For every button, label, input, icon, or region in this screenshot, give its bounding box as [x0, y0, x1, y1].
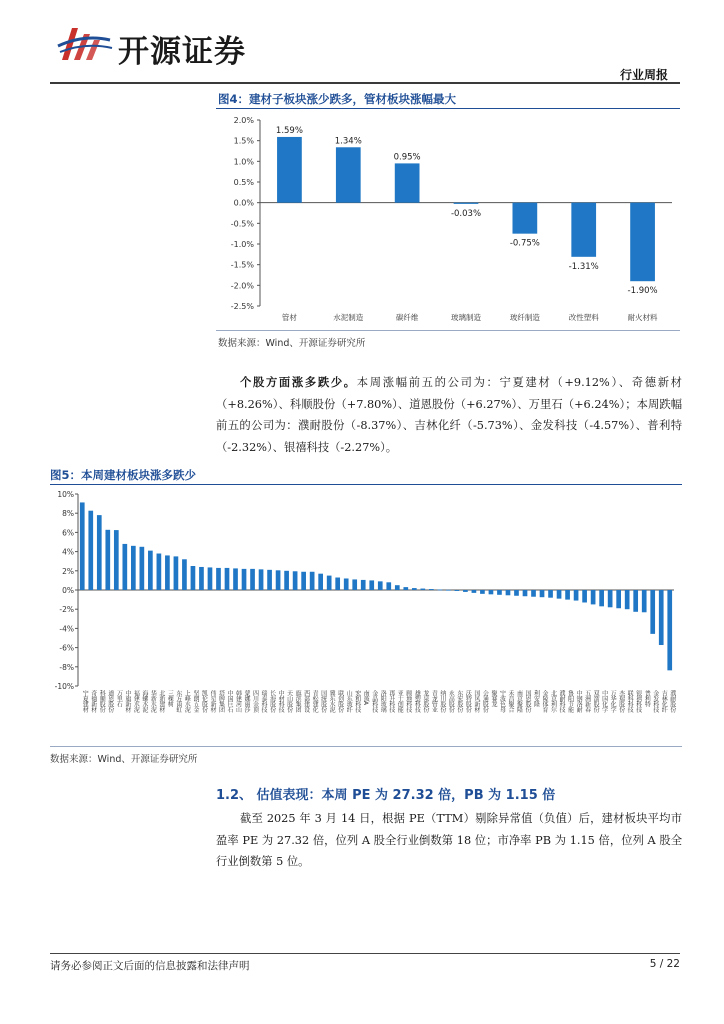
category-label: 再升科技: [387, 690, 395, 712]
category-label: 长海股份: [268, 690, 276, 712]
category-label: 金晶科技: [370, 690, 378, 712]
category-label: 东宏股份: [455, 690, 463, 712]
bar: [446, 590, 451, 591]
category-label: 沃特股份: [464, 690, 472, 712]
category-label: 玻纤制造: [509, 313, 540, 322]
bar: [630, 203, 655, 282]
y-tick-label: 1.5%: [233, 136, 254, 146]
figure4-top-rule: [216, 108, 680, 109]
bar: [412, 588, 417, 590]
category-label: 蒙娜丽莎: [243, 690, 251, 712]
bar: [301, 572, 306, 590]
figure4-chart: [216, 110, 680, 328]
bar: [80, 502, 85, 590]
bar: [571, 203, 596, 257]
report-type: 行业周报: [619, 68, 668, 82]
brand-logo: [56, 20, 276, 68]
bar: [523, 590, 528, 596]
bar: [548, 590, 553, 598]
category-label: 水泥制造: [333, 313, 364, 322]
figure5-bottom-rule: [50, 746, 682, 747]
bar: [361, 580, 366, 590]
bar: [88, 511, 93, 590]
y-tick-label: -0.5%: [230, 219, 254, 229]
category-label: 管材: [281, 313, 297, 322]
category-label: 聚赛龙: [489, 690, 497, 707]
bar: [114, 530, 119, 590]
figure4-bottom-rule: [216, 330, 680, 331]
paragraph-stocks-body: 本周涨幅前五的公司为：宁夏建材（+9.12%）、奇德新材（+8.26%）、科顺股份（+7.80%）、道恩股份（+6.27%）、万里石（+6.24%）；本周跌幅前五的公司为：濮耐股份（-8.37%）、吉林化纤（-5.73%）、金发科技（-4.57%）、普利特（-2.32%）、银禧科技（-2.27%）。: [216, 376, 682, 454]
category-label: 青龙管业: [430, 690, 438, 712]
bar: [480, 590, 485, 594]
bar: [599, 590, 604, 606]
bar: [591, 590, 596, 604]
category-label: 耐火材料: [627, 313, 658, 322]
y-tick-label: -2.0%: [230, 281, 254, 291]
bar: [310, 572, 315, 590]
category-label: 中钢洛耐: [575, 690, 583, 712]
bar: [242, 569, 247, 590]
category-label: 国统股份: [319, 690, 327, 712]
bar: [642, 590, 647, 612]
bar: [531, 590, 536, 597]
y-tick-label: 1.0%: [233, 157, 254, 167]
category-label: 国恩股份: [524, 690, 531, 712]
bar: [625, 590, 630, 609]
category-label: 中旗新材: [123, 690, 131, 712]
data-label: 1.59%: [275, 125, 303, 136]
footer-divider: [50, 953, 680, 954]
bar: [131, 546, 136, 590]
category-label: 万华化学: [609, 690, 617, 712]
bar: [565, 590, 570, 600]
data-label: -1.90%: [627, 286, 658, 297]
footer-disclaimer: 请务必参阅正文后面的信息披露和法律声明: [50, 960, 250, 972]
category-label: 山东玻纤: [345, 690, 353, 712]
bar: [335, 578, 340, 590]
data-label: -0.75%: [509, 238, 540, 249]
category-label: 奇德新材: [89, 690, 97, 712]
bar: [284, 571, 289, 590]
category-label: 韩建河山: [234, 690, 242, 712]
figure5-top-rule: [50, 484, 682, 485]
category-label: 上峰水泥: [183, 690, 191, 712]
bar: [225, 568, 230, 590]
y-tick-label: -8%: [59, 662, 74, 672]
bar: [267, 570, 272, 590]
category-label: 龙泉股份: [421, 690, 429, 712]
category-label: 瑞泰科技: [260, 690, 268, 712]
y-tick-label: -1.5%: [230, 260, 254, 270]
bar: [233, 568, 238, 590]
category-label: 宁波色母: [498, 690, 506, 712]
bar: [277, 137, 302, 203]
bar: [616, 590, 621, 608]
category-label: 宁夏建材: [81, 690, 89, 712]
y-tick-label: 10%: [57, 490, 74, 499]
y-tick-label: -4%: [59, 624, 74, 634]
category-label: 碳纤维: [395, 313, 419, 322]
bar: [403, 587, 408, 590]
bar: [174, 556, 179, 590]
bar: [420, 589, 425, 590]
bar: [497, 590, 502, 595]
category-label: 塔牌集团: [217, 690, 225, 712]
brand-logo-icon: [56, 20, 114, 68]
bar: [438, 590, 443, 591]
category-label: 科顺股份: [98, 690, 106, 712]
category-label: 北新建材: [157, 690, 165, 712]
category-label: 华新水泥: [149, 690, 157, 712]
category-label: 伟星新材: [208, 690, 216, 712]
y-tick-label: 8%: [62, 509, 74, 519]
figure5-source: 数据来源：Wind、开源证券研究所: [50, 754, 198, 765]
bar: [276, 570, 281, 590]
category-label: 西部建设: [302, 690, 310, 712]
category-label: 杰瑞股份: [617, 690, 625, 712]
bar: [208, 567, 213, 590]
data-label: 0.95%: [393, 152, 421, 163]
bar: [378, 581, 383, 590]
bar: [352, 579, 357, 590]
section-heading: 1.2、 估值表现：本周 PE 为 27.32 倍，PB 为 1.15 倍: [216, 788, 556, 803]
category-label: 鲁阳节能: [566, 690, 574, 712]
bar: [148, 551, 153, 590]
category-label: 濮耐科技: [558, 690, 566, 712]
bar: [105, 530, 110, 590]
bar: [489, 590, 494, 594]
data-label: -0.03%: [450, 208, 482, 219]
category-label: 濮耐股份: [668, 690, 676, 712]
bar: [667, 590, 672, 670]
category-label: 北京利尔: [549, 690, 557, 712]
bar: [514, 590, 519, 596]
category-label: 银禧科技: [634, 690, 642, 712]
category-label: 吉林化纤: [660, 690, 668, 712]
category-label: 亚士创能: [396, 690, 404, 712]
bar: [574, 590, 579, 601]
y-tick-label: 0.0%: [233, 198, 254, 208]
figure4-source: 数据来源：Wind、开源证券研究所: [218, 338, 366, 349]
y-tick-label: 4%: [62, 547, 74, 557]
bar: [140, 547, 145, 590]
bar: [608, 590, 613, 607]
category-label: 四川金顶: [251, 690, 259, 712]
y-tick-label: 2%: [62, 566, 74, 576]
data-label: -1.31%: [568, 261, 599, 272]
category-label: 洛阳玻璃: [379, 690, 387, 712]
bar: [506, 590, 511, 595]
header-divider: [50, 82, 680, 84]
category-label: 福建水泥: [132, 690, 140, 712]
paragraph-stocks: [216, 372, 682, 458]
category-label: 双箭股份: [592, 690, 600, 712]
category-label: 中国化学: [600, 690, 608, 712]
category-label: 中国巨石: [226, 690, 233, 712]
bar: [512, 203, 537, 234]
bar: [540, 590, 545, 597]
category-label: 纳川股份: [438, 690, 446, 712]
category-label: 改性塑料: [568, 313, 599, 322]
category-label: 道恩股份: [106, 690, 114, 712]
y-tick-label: -2.5%: [230, 302, 254, 311]
figure5-chart: [50, 486, 682, 744]
y-tick-label: -1.0%: [230, 240, 254, 249]
y-tick-label: -6%: [59, 643, 74, 653]
category-label: 南玻A: [362, 690, 370, 705]
category-label: 雄塑科技: [413, 690, 421, 712]
bar: [327, 576, 332, 590]
bar: [122, 544, 127, 590]
bar: [429, 589, 434, 590]
category-label: 凯伦股份: [200, 690, 208, 712]
figure5-title: 图5：本周建材板块涨多跌少: [50, 468, 197, 482]
bar: [455, 590, 460, 591]
bar: [344, 578, 349, 590]
brand-name: 开源证券: [118, 34, 246, 70]
y-tick-label: 2.0%: [233, 116, 254, 125]
bar: [557, 590, 562, 599]
bar: [336, 147, 361, 202]
bar: [463, 590, 468, 592]
bar: [650, 590, 655, 634]
category-label: 东方雨虹: [174, 690, 182, 712]
figure4-title: 图4：建材子板块涨少跌多，管材板块涨幅最大: [218, 92, 456, 106]
bar: [472, 590, 477, 593]
category-label: 永高股份: [447, 690, 455, 712]
category-label: 万里石: [115, 690, 123, 707]
category-label: 冀东水泥: [328, 690, 336, 712]
category-label: 五洲新春: [583, 690, 591, 712]
bar: [659, 590, 664, 645]
category-label: 青松建化: [311, 690, 319, 712]
bar: [259, 569, 264, 590]
category-label: 顾地科技: [404, 690, 412, 712]
category-label: 南京聚隆: [515, 690, 523, 712]
page-number: 5 / 22: [649, 958, 680, 970]
category-label: 中材科技: [277, 690, 285, 712]
y-tick-label: 0.5%: [233, 178, 254, 187]
bar: [369, 580, 374, 590]
category-label: 利安隆: [532, 690, 540, 707]
bar: [157, 554, 162, 590]
category-label: 宏和科技: [353, 690, 361, 712]
y-tick-label: -2%: [59, 605, 74, 615]
bar: [216, 568, 221, 590]
bar: [97, 515, 102, 590]
category-label: 玻璃制造: [451, 313, 481, 322]
category-label: 海螺水泥: [140, 690, 148, 712]
category-label: 金发科技: [651, 690, 659, 712]
bar: [633, 590, 638, 612]
category-label: 国风新材: [472, 690, 480, 712]
category-label: 会通股份: [481, 690, 489, 712]
category-label: 联科科技: [626, 690, 634, 712]
category-label: 禾昌聚合: [506, 690, 514, 712]
y-tick-label: 6%: [62, 528, 74, 538]
bar: [191, 566, 196, 590]
category-label: 坚朗五金: [191, 690, 199, 712]
y-tick-label: 0%: [62, 586, 74, 595]
bar: [582, 590, 587, 602]
category-label: 三棵树: [166, 690, 174, 707]
bar: [318, 574, 323, 590]
category-label: 普利特: [643, 690, 651, 707]
section-body: 截至 2025 年 3 月 14 日，根据 PE（TTM）剔除异常值（负值）后，建材板块平均市盈率 PE 为 27.32 倍，位列 A 股全行业倒数第 18 位；市净率 PB 为 1.15 倍，位列 A 股全行业倒数第 5 位。: [216, 812, 682, 868]
bar: [199, 567, 204, 590]
bar: [250, 569, 255, 590]
bar: [165, 555, 170, 590]
bar: [182, 559, 187, 590]
data-label: 1.34%: [334, 136, 362, 147]
bar: [395, 585, 400, 590]
category-label: 旗滨集团: [294, 690, 302, 712]
bar: [454, 203, 479, 204]
paragraph-stocks-lead: 个股方面涨多跌少。: [240, 375, 357, 389]
category-label: 天山股份: [285, 690, 293, 712]
category-label: 金陵体育: [541, 690, 549, 712]
category-label: 联创股份: [336, 690, 344, 712]
bar: [293, 571, 298, 590]
y-tick-label: -10%: [54, 682, 74, 691]
bar: [395, 163, 420, 202]
bar: [386, 582, 391, 590]
